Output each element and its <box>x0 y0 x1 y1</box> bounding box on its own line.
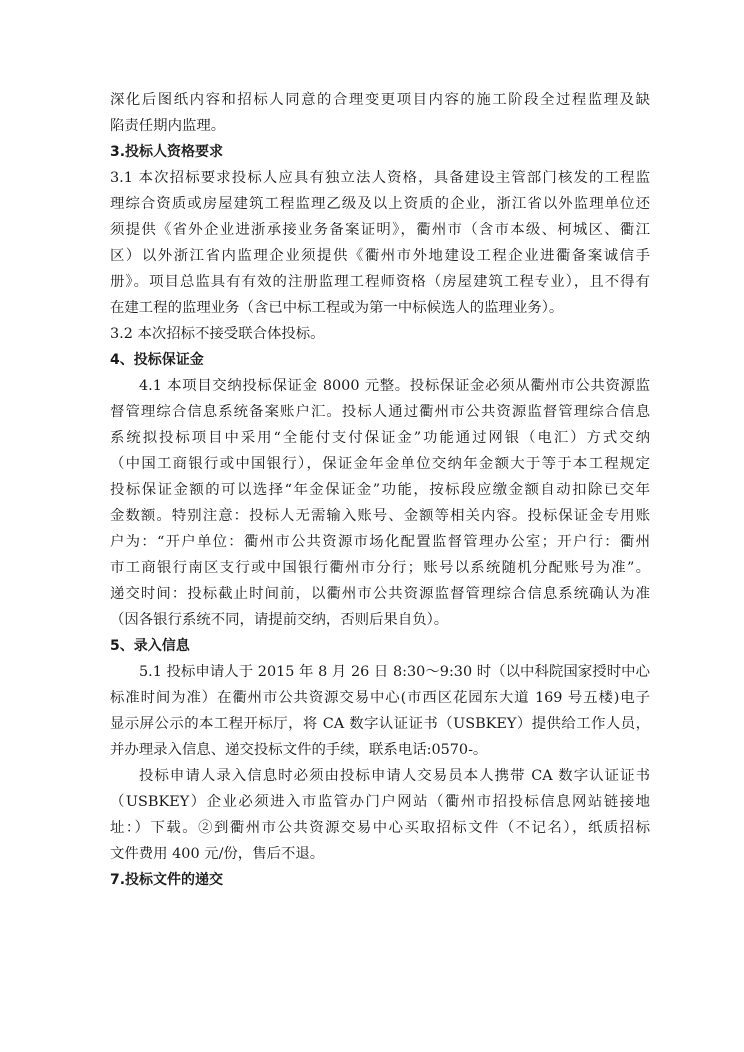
text-line: 标准时间为准）在衢州市公共资源交易中心(市西区花园东大道 169 号五楼)电子 <box>110 690 650 706</box>
text-line: 在建工程的监理业务（含已中标工程或为第一中标候选人的监理业务）。 <box>110 300 564 316</box>
paragraph <box>110 659 650 763</box>
paragraph <box>110 165 650 321</box>
text-line: 址：）下载。②到衢州市公共资源交易中心买取招标文件（不记名），纸质招标 <box>110 820 650 836</box>
text-line: 并办理录入信息、递交投标文件的手续，联系电话:0570-。 <box>110 742 488 758</box>
section-heading: 3.投标人资格要求 <box>110 144 224 160</box>
text-line: （USBKEY）企业必须进入市监管办门户网站（衢州市招投标信息网站链接地 <box>110 794 650 810</box>
paragraph <box>110 87 650 139</box>
text-line: 区）以外浙江省内监理企业须提供《衢州市外地建设工程企业进衢备案诚信手 <box>110 248 650 264</box>
text-line: 户为：“开户单位：衢州市公共资源市场化配置监督管理办公室；开户行：衢州 <box>110 534 650 550</box>
section-heading: 5、录入信息 <box>110 638 190 654</box>
text-line: 须提供《省外企业进浙承接业务备案证明》，衢州市（含市本级、柯城区、衢江 <box>110 222 650 238</box>
text-line: 系统拟投标项目中采用“全能付支付保证金”功能通过网银（电汇）方式交纳 <box>110 430 650 446</box>
text-line: 市工商银行南区支行或中国银行衢州市分行；账号以系统随机分配账号为准”。 <box>110 560 650 576</box>
paragraph <box>110 321 650 347</box>
paragraph <box>110 763 650 867</box>
text-line: 递交时间：投标截止时间前，以衢州市公共资源监督管理综合信息系统确认为准 <box>110 586 650 602</box>
text-line: 文件费用 400 元/份，售后不退。 <box>110 846 325 862</box>
text-line: 3.2 本次招标不接受联合体投标。 <box>110 326 325 342</box>
paragraph <box>110 373 650 633</box>
text-line: 督管理综合信息系统备案账户汇。投标人通过衢州市公共资源监督管理综合信息 <box>110 404 650 420</box>
text-line: 5.1 投标申请人于 2015 年 8 月 26 日 8:30～9:30 时（以中科院国家授时中心 <box>139 664 650 680</box>
text-line: （因各银行系统不同，请提前交纳，否则后果自负）。 <box>110 612 449 628</box>
text-line: （中国工商银行或中国银行），保证金年金单位交纳年金额大于等于本工程规定 <box>110 456 650 472</box>
text-line: 投标申请人录入信息时必须由投标申请人交易员本人携带 CA 数字认证证书 <box>139 768 650 784</box>
text-line: 投标保证金额的可以选择“年金保证金”功能，按标段应缴金额自动扣除已交年 <box>110 482 650 498</box>
text-line: 金数额。特别注意：投标人无需输入账号、金额等相关内容。投标保证金专用账 <box>110 508 650 524</box>
section-heading: 4、投标保证金 <box>110 352 204 368</box>
text-line: 理综合资质或房屋建筑工程监理乙级及以上资质的企业，浙江省以外监理单位还 <box>110 196 650 212</box>
section-heading: 7.投标文件的递交 <box>110 872 224 888</box>
text-line: 深化后图纸内容和招标人同意的合理变更项目内容的施工阶段全过程监理及缺 <box>110 92 650 108</box>
text-line: 显示屏公示的本工程开标厅，将 CA 数字认证证书（USBKEY）提供给工作人员， <box>110 716 650 732</box>
text-line: 陷责任期内监理。 <box>110 118 226 134</box>
text-line: 册》。项目总监具有有效的注册监理工程师资格（房屋建筑工程专业），且不得有 <box>110 274 650 290</box>
document-body <box>110 87 650 893</box>
text-line: 4.1 本项目交纳投标保证金 8000 元整。投标保证金必须从衢州市公共资源监 <box>139 378 650 394</box>
text-line: 3.1 本次招标要求投标人应具有独立法人资格，具备建设主管部门核发的工程监 <box>110 170 650 186</box>
